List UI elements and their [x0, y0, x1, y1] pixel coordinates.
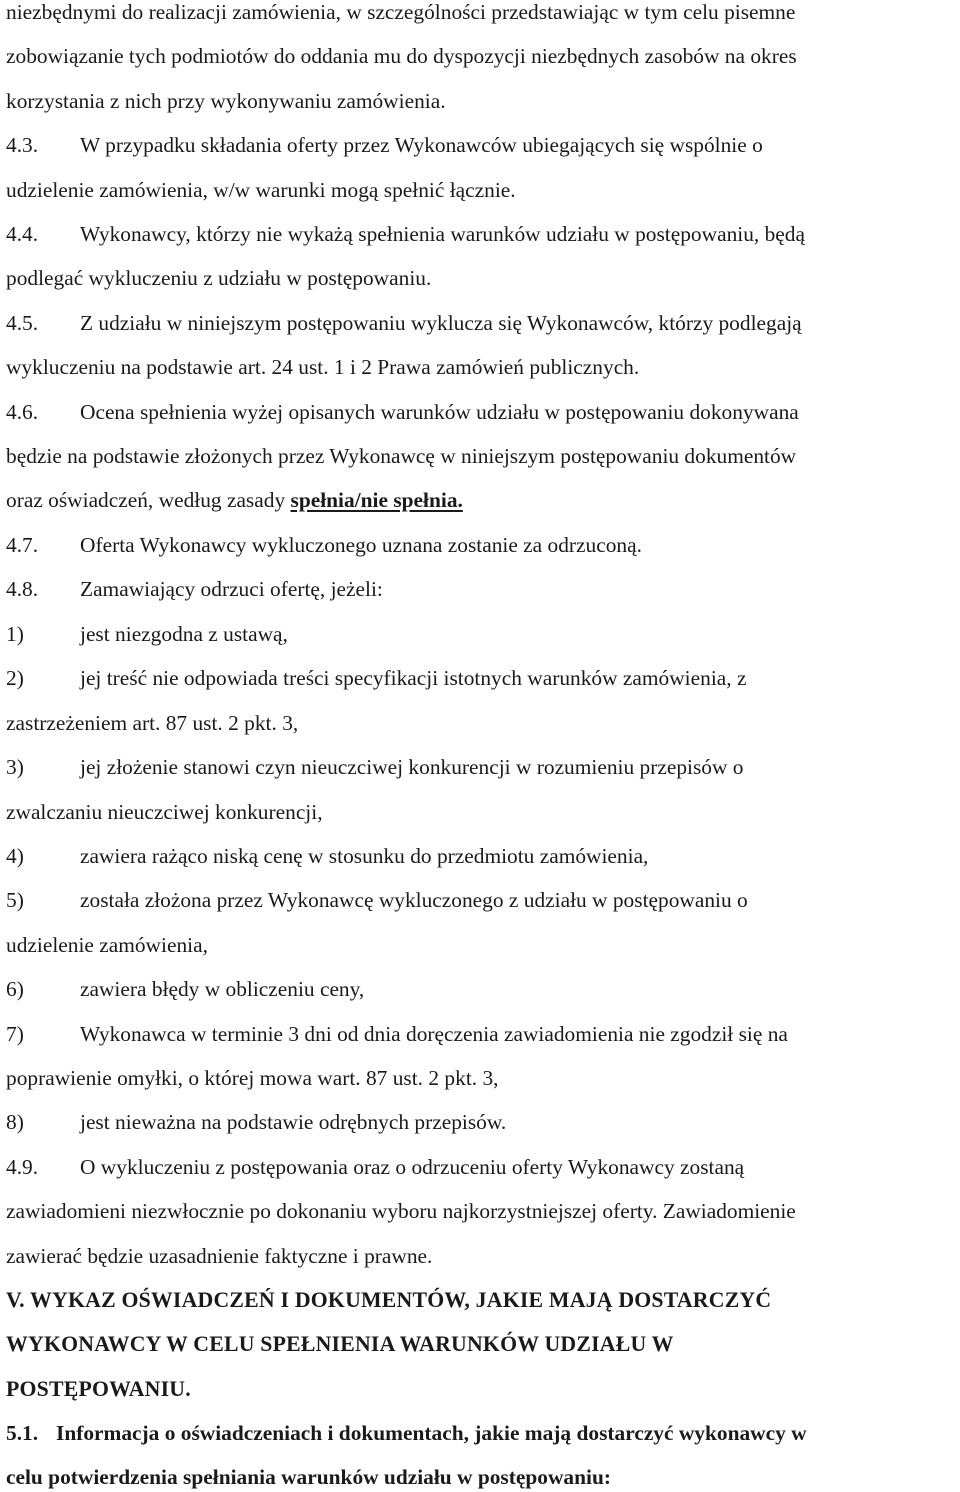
paragraph-text: O wykluczeniu z postępowania oraz o odrzuceniu oferty Wykonawcy zostaną — [80, 1155, 745, 1179]
section-heading: POSTĘPOWANIU. — [6, 1377, 191, 1401]
text-line: zawierać będzie uzasadnienie faktyczne i prawne. — [6, 1244, 433, 1268]
text-line: zawiadomieni niezwłocznie po dokonaniu wyboru najkorzystniejszej oferty. Zawiadomienie — [6, 1199, 796, 1223]
list-number: 4) — [6, 844, 24, 868]
list-number: 5) — [6, 888, 24, 912]
paragraph-number: 4.6. — [6, 400, 39, 424]
list-number: 2) — [6, 666, 24, 690]
list-text: jest nieważna na podstawie odrębnych przepisów. — [80, 1110, 507, 1134]
underlined-emphasis: spełnia/nie spełnia. — [290, 488, 463, 512]
text-line: udzielenie zamówienia, w/w warunki mogą spełnić łącznie. — [6, 178, 516, 202]
text-line: zobowiązanie tych podmiotów do oddania mu do dyspozycji niezbędnych zasobów na okres — [6, 44, 797, 68]
text-line: podlegać wykluczeniu z udziału w postępowaniu. — [6, 266, 432, 290]
text-line: oraz oświadczeń, według zasady spełnia/nie spełnia. — [6, 488, 463, 512]
text-line: wykluczeniu na podstawie art. 24 ust. 1 i 2 Prawa zamówień publicznych. — [6, 355, 640, 379]
paragraph-number: 4.4. — [6, 222, 39, 246]
paragraph-text: Wykonawcy, którzy nie wykażą spełnienia warunków udziału w postępowaniu, będą — [80, 222, 805, 246]
paragraph-number: 4.5. — [6, 311, 39, 335]
text-line: korzystania z nich przy wykonywaniu zamówienia. — [6, 89, 446, 113]
paragraph-text: Ocena spełnienia wyżej opisanych warunków udziału w postępowaniu dokonywana — [80, 400, 799, 424]
list-number: 1) — [6, 622, 24, 646]
list-text: zawiera błędy w obliczeniu ceny, — [80, 977, 365, 1001]
text-line: zwalczaniu nieuczciwej konkurencji, — [6, 800, 323, 824]
section-heading: WYKONAWCY W CELU SPEŁNIENIA WARUNKÓW UDZIAŁU W — [6, 1332, 674, 1356]
list-text: jej złożenie stanowi czyn nieuczciwej konkurencji w rozumieniu przepisów o — [80, 755, 744, 779]
list-number: 3) — [6, 755, 24, 779]
list-number: 8) — [6, 1110, 24, 1134]
list-text: Wykonawca w terminie 3 dni od dnia doręczenia zawiadomienia nie zgodził się na — [80, 1022, 788, 1046]
paragraph-number: 4.9. — [6, 1155, 39, 1179]
paragraph-text: Oferta Wykonawcy wykluczonego uznana zostanie za odrzuconą. — [80, 533, 642, 557]
list-text: jej treść nie odpowiada treści specyfikacji istotnych warunków zamówienia, z — [80, 666, 747, 690]
list-text: jest niezgodna z ustawą, — [80, 622, 288, 646]
text-line: zastrzeżeniem art. 87 ust. 2 pkt. 3, — [6, 711, 299, 735]
text-line: niezbędnymi do realizacji zamówienia, w szczególności przedstawiając w tym celu pisemne — [6, 0, 796, 24]
text-line: udzielenie zamówienia, — [6, 933, 208, 957]
subsection-text: Informacja o oświadczeniach i dokumentach, jakie mają dostarczyć wykonawcy w — [56, 1421, 807, 1445]
list-number: 6) — [6, 977, 24, 1001]
paragraph-text: Z udziału w niniejszym postępowaniu wyklucza się Wykonawców, którzy podlegają — [80, 311, 802, 335]
list-number: 7) — [6, 1022, 24, 1046]
text-line: poprawienie omyłki, o której mowa wart. 87 ust. 2 pkt. 3, — [6, 1066, 499, 1090]
text-line: celu potwierdzenia spełniania warunków udziału w postępowaniu: — [6, 1465, 611, 1489]
subsection-number: 5.1. — [6, 1421, 39, 1445]
paragraph-number: 4.3. — [6, 133, 39, 157]
paragraph-text: Zamawiający odrzuci ofertę, jeżeli: — [80, 577, 383, 601]
list-text: została złożona przez Wykonawcę wykluczonego z udziału w postępowaniu o — [80, 888, 748, 912]
text-line: będzie na podstawie złożonych przez Wykonawcę w niniejszym postępowaniu dokumentów — [6, 444, 797, 468]
section-heading: V. WYKAZ OŚWIADCZEŃ I DOKUMENTÓW, JAKIE MAJĄ DOSTARCZYĆ — [6, 1288, 772, 1312]
list-text: zawiera rażąco niską cenę w stosunku do przedmiotu zamówienia, — [80, 844, 649, 868]
paragraph-text: W przypadku składania oferty przez Wykonawców ubiegających się wspólnie o — [80, 133, 763, 157]
paragraph-number: 4.8. — [6, 577, 39, 601]
paragraph-number: 4.7. — [6, 533, 39, 557]
